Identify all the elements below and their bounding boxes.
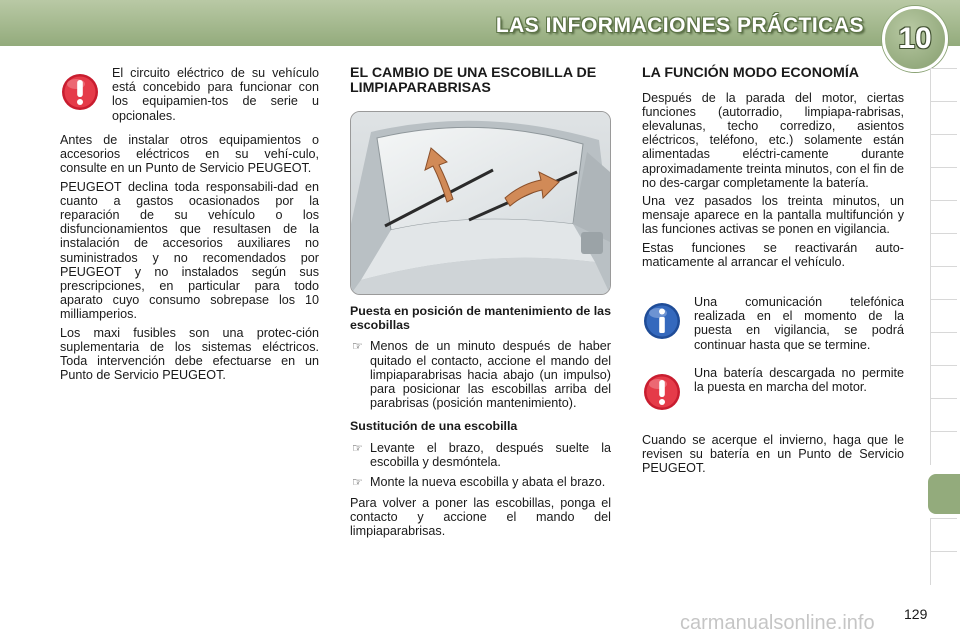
chapter-tab[interactable] [930,398,957,432]
warning-note [642,366,904,428]
info-note-text: Una comunicación telefónica realizada en el momento de la puesta en vigilancia, se podrá continuar hasta que se termine. [694,295,904,352]
column-left [60,66,319,386]
page-number: 129 [904,606,928,622]
paragraph: Los maxi fusibles son una protec-ción suplementaria de los sistemas eléctricos. Toda intervención debe efectuarse en un Punto de Servicio PEUGEOT. [60,325,319,383]
subsection-title: Puesta en posición de mantenimiento de las escobillas [350,304,611,332]
paragraph: Después de la parada del motor, ciertas funciones (autorradio, limpiapa-rabrisas, elevalunas, techo corredizo, asientos eléctricos, teléfono, etc.) solamente están alimentadas eléctri-camente durante aproximadamente treinta minutos, con el fin de no des-cargar completamente la batería. [642,90,904,190]
info-note [642,295,904,357]
pointing-hand-icon: ☞ [352,475,363,490]
column-middle [350,66,611,542]
chapter-tab[interactable] [930,68,957,102]
bullet-text: Monte la nueva escobilla y abata el brazo. [370,475,606,490]
section-title: EL CAMBIO DE UNA ESCOBILLA DE LIMPIAPARABRISAS [350,65,597,96]
warning-note-text: El circuito eléctrico de su vehículo está concebido para funcionar con los equipamien-tos de serie u opcionales. [112,66,319,123]
paragraph: Antes de instalar otros equipamientos o accesorios eléctricos en su vehí-culo, consulte en un Punto de Servicio PEUGEOT. [60,133,319,176]
chapter-title: LAS INFORMACIONES PRÁCTICAS [495,14,864,37]
header-curve [0,46,960,60]
paragraph: PEUGEOT declina toda responsabili-dad en cuanto a gastos ocasionados por la reparación de su vehículo o los disfuncionamientos que resultasen de la instalación de accesorios auxiliares no suministrados y no recomendados por PEUGEOT y no instalados según sus prescripciones, en particular para todo aparato cuyo consumo sobrepase los 10 milliamperios. [60,179,319,322]
chapter-tab[interactable] [930,134,957,168]
bullet-item [350,475,611,489]
warning-note-text: Una batería descargada no permite la puesta en marcha del motor. [694,366,904,395]
chapter-tab-active[interactable] [928,474,960,514]
bullet-item [350,339,611,410]
windshield-wiper-photo [350,111,611,295]
bullet-item [350,441,611,469]
chapter-tab[interactable] [930,167,957,201]
section-title: LA FUNCIÓN MODO ECONOMÍA [642,65,860,81]
exclamation-icon [60,72,100,112]
paragraph: Cuando se acerque el invierno, haga que le revisen su batería en un Punto de Servicio PEUGEOT. [642,433,904,476]
watermark: carmanualsonline.info [680,612,875,634]
chapter-tab[interactable] [930,266,957,300]
chapter-tab[interactable] [930,518,957,552]
pointing-hand-icon: ☞ [352,339,363,354]
paragraph: Una vez pasados los treinta minutos, un mensaje aparece en la pantalla multifunción y las funciones activas se ponen en vigilancia. [642,194,904,237]
chapter-tab[interactable] [930,365,957,399]
info-icon [642,301,682,341]
exclamation-icon [642,372,682,412]
chapter-number-badge: 10 [882,6,948,72]
chapter-tab[interactable] [930,299,957,333]
chapter-tab[interactable] [930,233,957,267]
chapter-tab[interactable] [930,332,957,366]
column-right [642,66,904,480]
chapter-tab[interactable] [930,551,957,585]
bullet-text: Levante el brazo, después suelte la escobilla y desmóntela. [370,440,611,470]
subsection-title: Sustitución de una escobilla [350,419,518,434]
chapter-tab[interactable] [930,200,957,234]
bullet-text: Menos de un minuto después de haber quitado el contacto, accione el mando del limpiaparabrisas hacia abajo (un impulso) para posicionar las escobillas arriba del parabrisas (posición mantenimiento). [370,339,611,411]
car-windshield-illustration [351,112,610,294]
chapter-tab[interactable] [930,101,957,135]
chapter-tab[interactable] [930,431,957,465]
paragraph: Para volver a poner las escobillas, ponga el contacto y accione el mando del limpiaparabrisas. [350,495,611,538]
paragraph: Estas funciones se reactivarán auto-maticamente al arrancar el vehículo. [642,240,904,269]
warning-note [60,66,319,128]
pointing-hand-icon: ☞ [352,440,363,455]
